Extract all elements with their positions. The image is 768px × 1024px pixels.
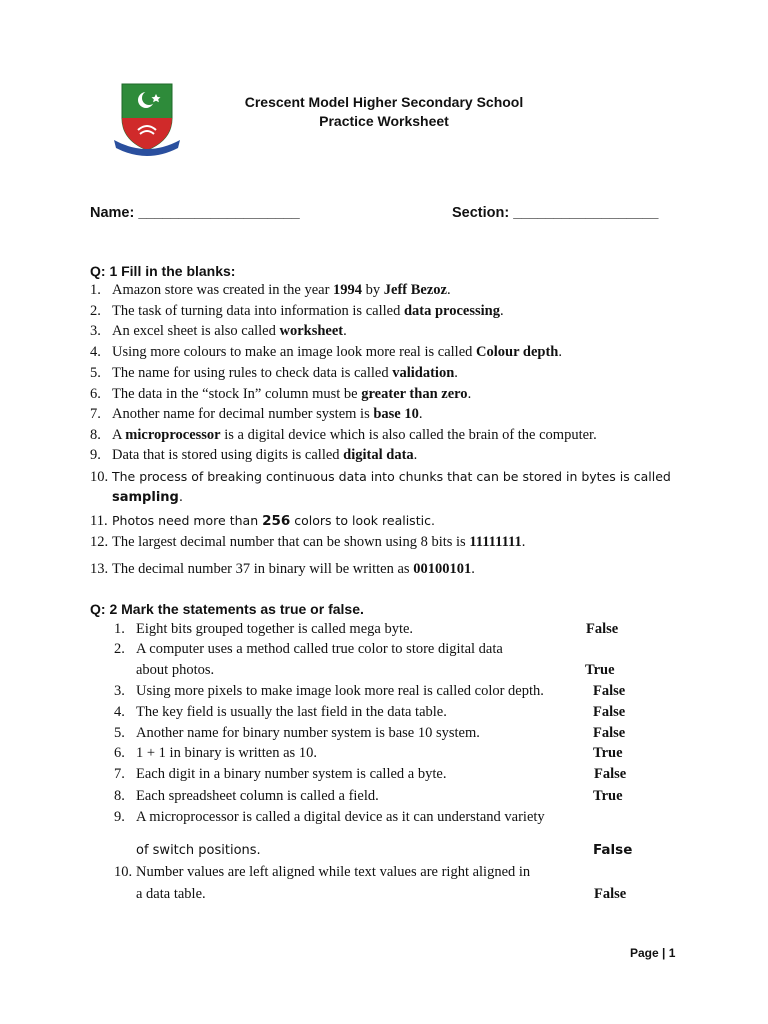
q2-answer-8: True [593,788,623,804]
q2-answer-3: False [593,683,626,699]
q1-item-12: 12. The largest decimal number that can be shown using 8 bits is 11111111. [90,534,526,550]
q1-item-3: 3. An excel sheet is also called worksheet. [90,323,347,339]
worksheet-title: Practice Worksheet [319,113,449,129]
q2-answer-6: True [593,745,623,761]
q2-answer-2: True [585,662,615,678]
q2-item-4: 4. The key field is usually the last field in the data table. [114,704,447,720]
q2-answer-7: False [594,766,627,782]
q1-item-13: 13. The decimal number 37 in binary will be written as 00100101. [90,561,475,577]
q2-item-9-cont: of switch positions. [136,843,261,858]
q2-answer-1: False [586,621,619,637]
name-field: Name: ____________________ [90,205,300,221]
q2-item-10-cont: a data table. [136,886,206,902]
q2-item-6: 6. 1 + 1 in binary is written as 10. [114,745,317,761]
q2-item-5: 5. Another name for binary number system is base 10 system. [114,725,480,741]
section-field: Section: __________________ [452,205,659,221]
q2-heading: Q: 2 Mark the statements as true or false. [90,601,364,617]
q1-item-9: 9. Data that is stored using digits is called digital data. [90,447,418,463]
q2-answer-4: False [593,704,626,720]
q1-item-6: 6. The data in the “stock In” column must be greater than zero. [90,386,472,402]
q1-item-10-answer: sampling. [112,490,183,505]
page-number: Page | 1 [630,946,676,960]
q2-item-10: 10. Number values are left aligned while text values are right aligned in [114,864,531,880]
q1-item-8: 8. A microprocessor is a digital device which is also called the brain of the computer. [90,427,597,443]
q1-item-4: 4. Using more colours to make an image look more real is called Colour depth. [90,344,562,360]
q2-item-8: 8. Each spreadsheet column is called a field. [114,788,379,804]
q1-item-1: 1. Amazon store was created in the year 1994 by Jeff Bezoz. [90,282,451,298]
q1-heading: Q: 1 Fill in the blanks: [90,263,236,279]
q1-item-5: 5. The name for using rules to check data is called validation. [90,365,458,381]
q1-item-2: 2. The task of turning data into information is called data processing. [90,303,504,319]
q2-answer-5: False [593,725,626,741]
q2-item-7: 7. Each digit in a binary number system is called a byte. [114,766,447,782]
q2-item-1: 1. Eight bits grouped together is called mega byte. [114,621,414,637]
q2-item-2-cont: about photos. [136,662,215,678]
q1-item-11: 11. Photos need more than 256 colors to look realistic. [90,513,435,529]
q2-item-3: 3. Using more pixels to make image look more real is called color depth. [114,683,544,699]
q2-answer-9: False [593,842,633,858]
q1-item-10: 10. The process of breaking continuous data into chunks that can be stored in bytes is called [90,469,671,485]
q2-item-2: 2. A computer uses a method called true color to store digital data [114,641,503,657]
q2-item-9: 9. A microprocessor is called a digital device as it can understand variety [114,809,545,825]
q1-item-7: 7. Another name for decimal number system is base 10. [90,406,423,422]
q2-answer-10: False [594,886,627,902]
school-name: Crescent Model Higher Secondary School [244,94,524,110]
